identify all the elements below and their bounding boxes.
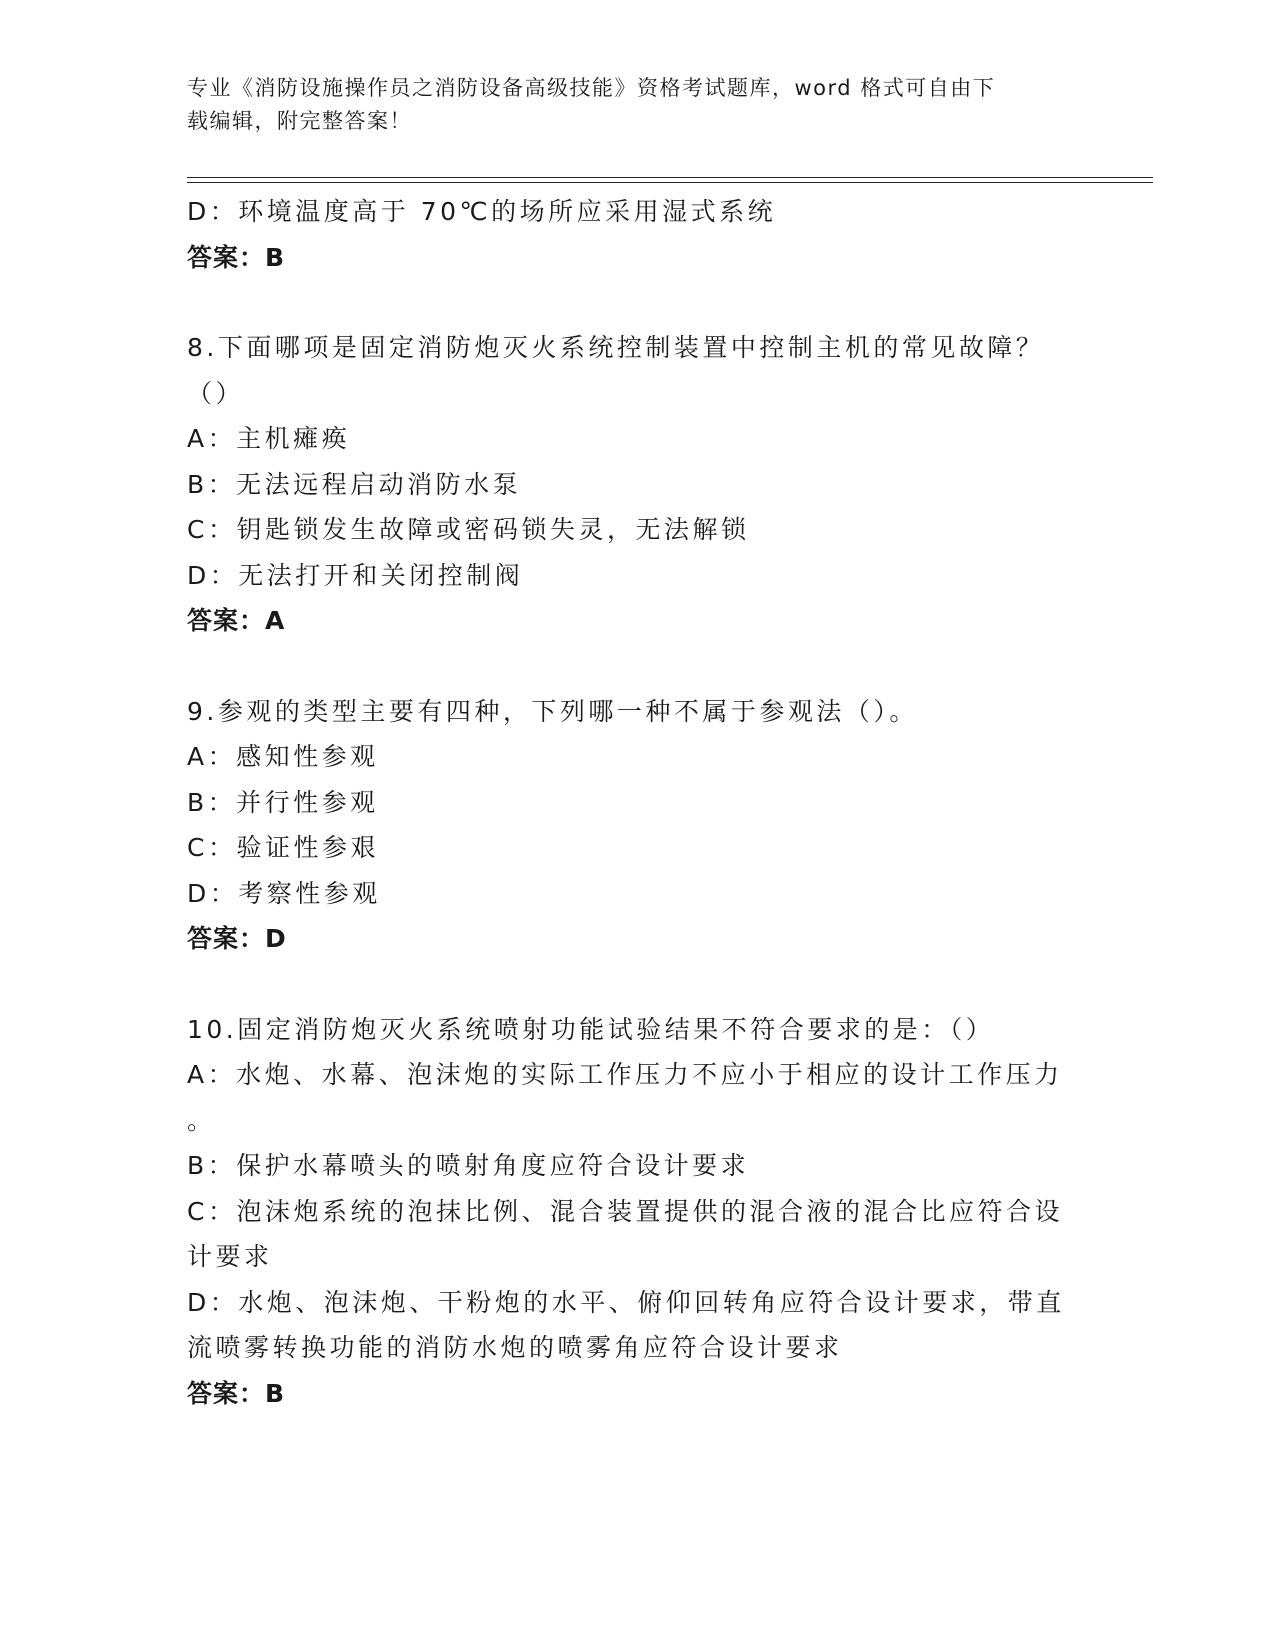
header-rule-top <box>187 177 1153 178</box>
q8-stem-line-2: （） <box>187 378 245 408</box>
question-content <box>187 189 1087 1416</box>
q7-answer: 答案：B <box>187 242 286 272</box>
q10-option-d-line-1: D：水炮、泡沫炮、干粉炮的水平、俯仰回转角应符合设计要求，带直 <box>187 1287 1065 1317</box>
q10-option-a-line-1: A：水炮、水幕、泡沫炮的实际工作压力不应小于相应的设计工作压力 <box>187 1060 1063 1089</box>
q10-answer: 答案：B <box>187 1378 286 1408</box>
q9-option-a: A：感知性参观 <box>187 742 379 771</box>
q10-option-a-line-2: 。 <box>187 1105 216 1135</box>
header-note-line-2: 载编辑，附完整答案！ <box>187 109 412 133</box>
q9-option-c: C：验证性参艰 <box>187 833 379 862</box>
q8-option-b: B：无法远程启动消防水泵 <box>187 469 522 499</box>
q7-option-d: D：环境温度高于 70℃的场所应采用湿式系统 <box>187 197 777 226</box>
header-note-line-1: 专业《消防设施操作员之消防设备高级技能》资格考试题库，word 格式可自由下 <box>187 76 996 100</box>
spacer <box>187 280 1087 325</box>
header-rule-bottom <box>187 182 1153 183</box>
q8-option-a: A：主机瘫痪 <box>187 424 351 453</box>
q8-answer: 答案：A <box>187 606 286 635</box>
q9-answer: 答案：D <box>187 924 287 953</box>
q9-option-d: D：考察性参观 <box>187 878 381 908</box>
q8-option-c: C：钥匙锁发生故障或密码锁失灵，无法解锁 <box>187 515 750 544</box>
q8-stem-line-1: 8.下面哪项是固定消防炮灭火系统控制装置中控制主机的常见故障？ <box>187 333 1045 362</box>
q9-option-b: B：并行性参观 <box>187 787 379 817</box>
q10-option-d-line-2: 流喷雾转换功能的消防水炮的喷雾角应符合设计要求 <box>187 1333 843 1362</box>
q10-option-c-line-1: C：泡沫炮系统的泡抹比例、混合装置提供的混合液的混合比应符合设 <box>187 1196 1063 1226</box>
q10-stem: 10.固定消防炮灭火系统喷射功能试验结果不符合要求的是：（） <box>187 1014 995 1044</box>
spacer <box>187 644 1087 689</box>
q10-option-c-line-2: 计要求 <box>187 1242 273 1271</box>
header-note <box>187 72 1067 138</box>
q8-option-d: D：无法打开和关闭控制阀 <box>187 560 524 590</box>
q9-stem: 9.参观的类型主要有四种，下列哪一种不属于参观法（）。 <box>187 696 918 726</box>
q10-option-b: B：保护水幕喷头的喷射角度应符合设计要求 <box>187 1151 750 1180</box>
spacer <box>187 962 1087 1007</box>
